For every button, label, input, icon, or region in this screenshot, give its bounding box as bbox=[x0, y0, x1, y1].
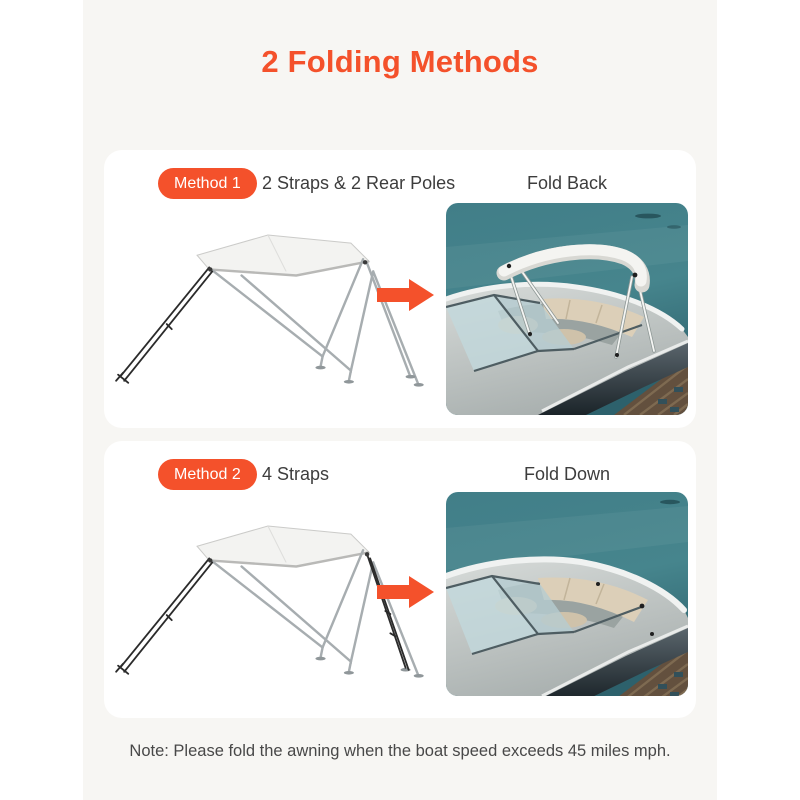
right-arrow-icon bbox=[376, 277, 436, 313]
method-2-description: 4 Straps bbox=[262, 464, 330, 484]
method-1-badge: Method 1 bbox=[158, 168, 257, 199]
right-arrow-icon bbox=[376, 574, 436, 610]
method-2-card bbox=[104, 441, 696, 718]
speed-warning-note: Note: Please fold the awning when the boat speed exceeds 45 miles mph. bbox=[129, 742, 671, 760]
page-title: 2 Folding Methods bbox=[261, 44, 539, 79]
bimini-frame-illustration-method-1 bbox=[108, 226, 442, 410]
method-1-card bbox=[104, 150, 696, 428]
method-1-result-label: Fold Back bbox=[526, 173, 608, 193]
method-2-badge: Method 2 bbox=[158, 459, 257, 490]
method-1-description: 2 Straps & 2 Rear Poles bbox=[262, 173, 456, 193]
method-2-result-label: Fold Down bbox=[523, 464, 611, 484]
fold-down-photo bbox=[446, 492, 688, 696]
fold-back-photo bbox=[446, 203, 688, 415]
